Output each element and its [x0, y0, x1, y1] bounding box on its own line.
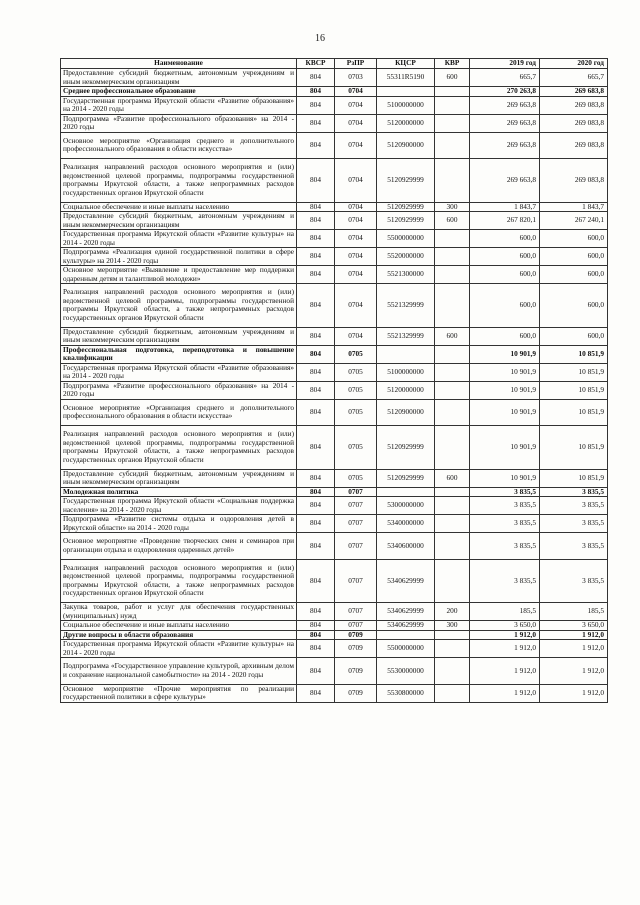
cell-2019: 600,0 — [470, 284, 540, 328]
cell-2019: 600,0 — [470, 230, 540, 248]
cell-2020: 665,7 — [540, 69, 608, 87]
cell-rzpr: 0707 — [335, 559, 377, 603]
header-2019: 2019 год — [470, 59, 540, 69]
table-row — [61, 202, 608, 212]
cell-rzpr: 0704 — [335, 248, 377, 266]
cell-2020: 600,0 — [540, 266, 608, 284]
cell-2019: 665,7 — [470, 69, 540, 87]
header-kvr: КВР — [435, 59, 470, 69]
table-section-row — [61, 87, 608, 97]
cell-2019: 269 663,8 — [470, 96, 540, 114]
cell-2020: 600,0 — [540, 327, 608, 345]
cell-2019: 10 901,9 — [470, 399, 540, 426]
cell-kvsr: 804 — [297, 327, 335, 345]
table-section-row — [61, 487, 608, 497]
table-row — [61, 399, 608, 426]
cell-kvsr: 804 — [297, 487, 335, 497]
cell-2020: 3 835,5 — [540, 487, 608, 497]
cell-rzpr: 0709 — [335, 630, 377, 640]
cell-kcsr: 5500000000 — [377, 230, 435, 248]
table-row — [61, 426, 608, 470]
cell-2019: 3 650,0 — [470, 621, 540, 631]
table-row — [61, 114, 608, 132]
header-kcsr: КЦСР — [377, 59, 435, 69]
cell-rzpr: 0704 — [335, 114, 377, 132]
cell-kvsr: 804 — [297, 684, 335, 702]
table-row — [61, 96, 608, 114]
cell-kcsr: 5100000000 — [377, 96, 435, 114]
cell-rzpr: 0707 — [335, 603, 377, 621]
table-row — [61, 658, 608, 685]
cell-2020: 1 912,0 — [540, 684, 608, 702]
cell-name: Основное мероприятие «Прочие мероприятия по реализации государственной политики в сфере культуры» — [61, 684, 297, 702]
cell-name: Реализация направлений расходов основного мероприятия и (или) ведомственной целевой программы, подпрограммы государственной программы Иркутской области, а также непрограммных расходов государственных органов Иркутской области — [61, 159, 297, 203]
cell-kcsr: 5120929999 — [377, 469, 435, 487]
cell-name: Государственная программа Иркутской области «Развитие образования» на 2014 - 2020 годы — [61, 96, 297, 114]
cell-rzpr: 0705 — [335, 469, 377, 487]
table-row — [61, 559, 608, 603]
cell-kvsr: 804 — [297, 202, 335, 212]
cell-2019: 3 835,5 — [470, 533, 540, 560]
cell-2020: 1 843,7 — [540, 202, 608, 212]
cell-2020: 600,0 — [540, 230, 608, 248]
cell-2019: 1 912,0 — [470, 658, 540, 685]
cell-name: Государственная программа Иркутской области «Развитие образования» на 2014 - 2020 годы — [61, 363, 297, 381]
cell-kcsr: 5120929999 — [377, 212, 435, 230]
cell-name: Закупка товаров, работ и услуг для обеспечения государственных (муниципальных) нужд — [61, 603, 297, 621]
cell-kvsr: 804 — [297, 603, 335, 621]
cell-kvr — [435, 381, 470, 399]
cell-kcsr: 5120900000 — [377, 399, 435, 426]
cell-kvsr: 804 — [297, 533, 335, 560]
cell-kvr: 300 — [435, 621, 470, 631]
cell-name: Другие вопросы в области образования — [61, 630, 297, 640]
cell-kvr — [435, 96, 470, 114]
cell-name: Предоставление субсидий бюджетным, автономным учреждениям и иным некоммерческим организациям — [61, 212, 297, 230]
cell-kvsr: 804 — [297, 284, 335, 328]
table-row — [61, 248, 608, 266]
header-2020: 2020 год — [540, 59, 608, 69]
cell-kcsr: 5340000000 — [377, 515, 435, 533]
cell-kcsr — [377, 345, 435, 363]
cell-kcsr: 5520000000 — [377, 248, 435, 266]
table-row — [61, 132, 608, 159]
cell-kvr — [435, 132, 470, 159]
cell-rzpr: 0704 — [335, 230, 377, 248]
cell-kvsr: 804 — [297, 515, 335, 533]
cell-kvr — [435, 114, 470, 132]
cell-2019: 10 901,9 — [470, 345, 540, 363]
cell-kvsr: 804 — [297, 159, 335, 203]
cell-kvr — [435, 345, 470, 363]
table-row — [61, 497, 608, 515]
cell-kvsr: 804 — [297, 621, 335, 631]
table-section-row — [61, 630, 608, 640]
cell-kvsr: 804 — [297, 640, 335, 658]
cell-rzpr: 0704 — [335, 132, 377, 159]
cell-name: Социальное обеспечение и иные выплаты населению — [61, 621, 297, 631]
cell-name: Подпрограмма «Развитие профессионального образования» на 2014 - 2020 годы — [61, 114, 297, 132]
table-row — [61, 266, 608, 284]
table-row — [61, 212, 608, 230]
cell-kcsr: 5521329999 — [377, 284, 435, 328]
cell-rzpr: 0707 — [335, 487, 377, 497]
cell-2019: 10 901,9 — [470, 426, 540, 470]
cell-kcsr: 5120000000 — [377, 381, 435, 399]
cell-2020: 269 083,8 — [540, 132, 608, 159]
cell-2020: 10 851,9 — [540, 363, 608, 381]
cell-kvr — [435, 684, 470, 702]
header-rzpr: РзПР — [335, 59, 377, 69]
cell-2020: 3 835,5 — [540, 515, 608, 533]
cell-rzpr: 0705 — [335, 426, 377, 470]
header-name: Наименование — [61, 59, 297, 69]
cell-kcsr: 5340629999 — [377, 603, 435, 621]
cell-2019: 600,0 — [470, 248, 540, 266]
cell-rzpr: 0709 — [335, 640, 377, 658]
table-row — [61, 363, 608, 381]
cell-rzpr: 0704 — [335, 212, 377, 230]
cell-kcsr — [377, 87, 435, 97]
cell-2020: 10 851,9 — [540, 469, 608, 487]
cell-2020: 1 912,0 — [540, 640, 608, 658]
cell-2019: 270 263,8 — [470, 87, 540, 97]
cell-kvr — [435, 497, 470, 515]
cell-kvsr: 804 — [297, 381, 335, 399]
cell-kvr: 600 — [435, 212, 470, 230]
cell-name: Социальное обеспечение и иные выплаты населению — [61, 202, 297, 212]
cell-kvsr: 804 — [297, 230, 335, 248]
cell-kvsr: 804 — [297, 266, 335, 284]
cell-kcsr: 5340629999 — [377, 621, 435, 631]
cell-2019: 269 663,8 — [470, 132, 540, 159]
cell-name: Основное мероприятие «Организация среднего и дополнительного профессионального образования в области искусства» — [61, 399, 297, 426]
cell-kcsr — [377, 630, 435, 640]
cell-2020: 3 650,0 — [540, 621, 608, 631]
cell-kcsr: 5521329999 — [377, 327, 435, 345]
cell-kvsr: 804 — [297, 658, 335, 685]
cell-2019: 267 820,1 — [470, 212, 540, 230]
cell-2019: 1 912,0 — [470, 640, 540, 658]
table-row — [61, 284, 608, 328]
cell-kcsr: 5521300000 — [377, 266, 435, 284]
table-row — [61, 327, 608, 345]
cell-name: Реализация направлений расходов основного мероприятия и (или) ведомственной целевой программы, подпрограммы государственной программы Иркутской области, а также непрограммных расходов государственных органов Иркутской области — [61, 426, 297, 470]
cell-kcsr: 5300000000 — [377, 497, 435, 515]
cell-2020: 1 912,0 — [540, 658, 608, 685]
cell-name: Предоставление субсидий бюджетным, автономным учреждениям и иным некоммерческим организациям — [61, 469, 297, 487]
cell-kvr — [435, 515, 470, 533]
cell-2019: 10 901,9 — [470, 381, 540, 399]
cell-kvr: 200 — [435, 603, 470, 621]
cell-2020: 269 083,8 — [540, 114, 608, 132]
cell-name: Подпрограмма «Реализация единой государственной политики в сфере культуры» на 2014 - 2020 годы — [61, 248, 297, 266]
cell-2019: 3 835,5 — [470, 487, 540, 497]
cell-kcsr: 5340600000 — [377, 533, 435, 560]
cell-name: Реализация направлений расходов основного мероприятия и (или) ведомственной целевой программы, подпрограммы государственной программы Иркутской области, а также непрограммных расходов государственных органов Иркутской области — [61, 559, 297, 603]
table-row — [61, 381, 608, 399]
cell-kcsr: 5120929999 — [377, 159, 435, 203]
header-row — [61, 59, 608, 69]
cell-kvr: 600 — [435, 469, 470, 487]
budget-table — [60, 58, 608, 703]
cell-2019: 1 912,0 — [470, 630, 540, 640]
cell-kcsr: 5340629999 — [377, 559, 435, 603]
cell-kvr — [435, 399, 470, 426]
table-row — [61, 159, 608, 203]
cell-name: Государственная программа Иркутской области «Развитие культуры» на 2014 - 2020 годы — [61, 640, 297, 658]
cell-kvsr: 804 — [297, 469, 335, 487]
table-body — [61, 69, 608, 703]
cell-2020: 10 851,9 — [540, 399, 608, 426]
table-row — [61, 515, 608, 533]
cell-kvsr: 804 — [297, 363, 335, 381]
cell-kcsr: 5500000000 — [377, 640, 435, 658]
cell-2020: 269 083,8 — [540, 96, 608, 114]
table-row — [61, 684, 608, 702]
cell-kcsr: 5120000000 — [377, 114, 435, 132]
cell-2019: 600,0 — [470, 266, 540, 284]
cell-rzpr: 0707 — [335, 515, 377, 533]
cell-kvr — [435, 248, 470, 266]
cell-rzpr: 0704 — [335, 202, 377, 212]
table-row — [61, 603, 608, 621]
table-row — [61, 69, 608, 87]
header-kvsr: КВСР — [297, 59, 335, 69]
cell-2019: 3 835,5 — [470, 515, 540, 533]
cell-kvsr: 804 — [297, 96, 335, 114]
cell-rzpr: 0704 — [335, 266, 377, 284]
cell-2020: 1 912,0 — [540, 630, 608, 640]
cell-name: Предоставление субсидий бюджетным, автономным учреждениям и иным некоммерческим организациям — [61, 327, 297, 345]
cell-kvr — [435, 630, 470, 640]
cell-rzpr: 0709 — [335, 684, 377, 702]
cell-name: Подпрограмма «Развитие профессионального образования» на 2014 - 2020 годы — [61, 381, 297, 399]
cell-2019: 10 901,9 — [470, 469, 540, 487]
cell-kcsr: 5530000000 — [377, 658, 435, 685]
cell-kvsr: 804 — [297, 345, 335, 363]
cell-kvr — [435, 284, 470, 328]
cell-kvsr: 804 — [297, 87, 335, 97]
cell-name: Основное мероприятие «Проведение творческих смен и семинаров при организации отдыха и оздоровления одаренных детей» — [61, 533, 297, 560]
cell-kcsr: 5120929999 — [377, 202, 435, 212]
cell-rzpr: 0704 — [335, 327, 377, 345]
table-section-row — [61, 345, 608, 363]
cell-2020: 267 240,1 — [540, 212, 608, 230]
cell-2019: 269 663,8 — [470, 114, 540, 132]
cell-2020: 185,5 — [540, 603, 608, 621]
cell-kvr — [435, 87, 470, 97]
cell-rzpr: 0705 — [335, 345, 377, 363]
cell-2019: 269 663,8 — [470, 159, 540, 203]
cell-name: Профессиональная подготовка, переподготовка и повышение квалификации — [61, 345, 297, 363]
cell-kvr — [435, 640, 470, 658]
cell-rzpr: 0704 — [335, 159, 377, 203]
cell-2019: 10 901,9 — [470, 363, 540, 381]
cell-kvr — [435, 533, 470, 560]
cell-kvsr: 804 — [297, 399, 335, 426]
cell-rzpr: 0709 — [335, 658, 377, 685]
cell-name: Государственная программа Иркутской области «Развитие культуры» на 2014 - 2020 годы — [61, 230, 297, 248]
cell-kcsr: 5120929999 — [377, 426, 435, 470]
cell-2019: 185,5 — [470, 603, 540, 621]
table-row — [61, 621, 608, 631]
cell-name: Государственная программа Иркутской области «Социальная поддержка населения» на 2014 - 2020 годы — [61, 497, 297, 515]
cell-rzpr: 0707 — [335, 533, 377, 560]
cell-2020: 3 835,5 — [540, 533, 608, 560]
cell-name: Реализация направлений расходов основного мероприятия и (или) ведомственной целевой программы, подпрограммы государственной программы Иркутской области, а также непрограммных расходов государственных органов Иркутской области — [61, 284, 297, 328]
cell-kvsr: 804 — [297, 426, 335, 470]
cell-rzpr: 0704 — [335, 284, 377, 328]
table-row — [61, 640, 608, 658]
cell-2020: 10 851,9 — [540, 426, 608, 470]
cell-2019: 1 843,7 — [470, 202, 540, 212]
cell-kvr — [435, 487, 470, 497]
cell-kcsr — [377, 487, 435, 497]
cell-rzpr: 0707 — [335, 621, 377, 631]
table-row — [61, 230, 608, 248]
cell-kvsr: 804 — [297, 248, 335, 266]
cell-kvr — [435, 230, 470, 248]
cell-kvr — [435, 658, 470, 685]
cell-kcsr: 5100000000 — [377, 363, 435, 381]
cell-kcsr: 5120900000 — [377, 132, 435, 159]
cell-name: Предоставление субсидий бюджетным, автономным учреждениям и иным некоммерческим организациям — [61, 69, 297, 87]
cell-kvr — [435, 559, 470, 603]
cell-kvsr: 804 — [297, 114, 335, 132]
cell-kvsr: 804 — [297, 132, 335, 159]
cell-rzpr: 0705 — [335, 363, 377, 381]
cell-2020: 10 851,9 — [540, 345, 608, 363]
cell-2020: 269 083,8 — [540, 159, 608, 203]
cell-kcsr: 5530800000 — [377, 684, 435, 702]
table-row — [61, 469, 608, 487]
page-number: 16 — [315, 33, 325, 44]
cell-kvr — [435, 159, 470, 203]
cell-rzpr: 0707 — [335, 497, 377, 515]
cell-kvsr: 804 — [297, 69, 335, 87]
cell-kvsr: 804 — [297, 559, 335, 603]
cell-2020: 10 851,9 — [540, 381, 608, 399]
cell-kcsr: 55311R5190 — [377, 69, 435, 87]
cell-kvsr: 804 — [297, 212, 335, 230]
cell-kvr — [435, 266, 470, 284]
cell-2020: 3 835,5 — [540, 559, 608, 603]
table-header — [61, 59, 608, 69]
cell-kvr — [435, 426, 470, 470]
cell-2019: 1 912,0 — [470, 684, 540, 702]
cell-name: Подпрограмма «Государственное управление культурой, архивным делом и сохранение национальной самобытности» на 2014 - 2020 годы — [61, 658, 297, 685]
cell-rzpr: 0704 — [335, 96, 377, 114]
cell-rzpr: 0705 — [335, 381, 377, 399]
cell-rzpr: 0703 — [335, 69, 377, 87]
cell-2020: 3 835,5 — [540, 497, 608, 515]
cell-rzpr: 0704 — [335, 87, 377, 97]
cell-2019: 3 835,5 — [470, 497, 540, 515]
cell-name: Основное мероприятие «Организация среднего и дополнительного профессионального образования в области искусства» — [61, 132, 297, 159]
cell-kvr — [435, 363, 470, 381]
cell-name: Среднее профессиональное образование — [61, 87, 297, 97]
cell-name: Основное мероприятие «Выявление и предоставление мер поддержки одаренным детям и талантливой молодежи» — [61, 266, 297, 284]
table-row — [61, 533, 608, 560]
cell-2019: 3 835,5 — [470, 559, 540, 603]
cell-kvr: 600 — [435, 327, 470, 345]
cell-kvr: 300 — [435, 202, 470, 212]
cell-kvsr: 804 — [297, 497, 335, 515]
cell-2020: 600,0 — [540, 284, 608, 328]
cell-2019: 600,0 — [470, 327, 540, 345]
cell-name: Молодежная политика — [61, 487, 297, 497]
cell-2020: 269 683,8 — [540, 87, 608, 97]
cell-name: Подпрограмма «Развитие системы отдыха и оздоровления детей в Иркутской области» на 2014 - 2020 годы — [61, 515, 297, 533]
cell-kvsr: 804 — [297, 630, 335, 640]
cell-2020: 600,0 — [540, 248, 608, 266]
cell-rzpr: 0705 — [335, 399, 377, 426]
cell-kvr: 600 — [435, 69, 470, 87]
